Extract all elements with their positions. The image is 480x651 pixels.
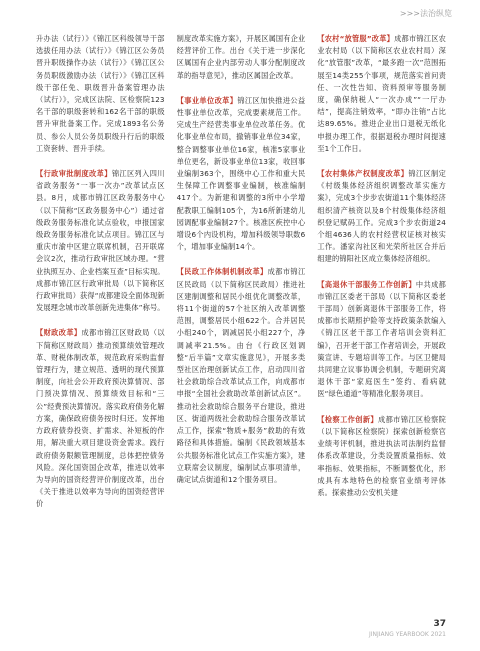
- section-tag: 【行政审批制度改革】: [36, 169, 112, 179]
- paragraph-text: 锦江区加快推进公益性事业单位改革，完成要素规范工作。完成生产经营类事业单位改革任务。优化事业单位布局，撤销事业单位34家，整合调整事业单位16家，核准5家事业单位更名，新设事业单位13家，收回事业编制363个，围绕中心工作和重大民生保障工作调整事业编制，核准编制417个。为新建和调整的3所中小学增配教职工编制105个，为16所新建幼儿园调配事业编制27个。核准区疾控中心增设6个内设机构，增加科级领导职数6个，增加事业编制14个。: [176, 95, 306, 252]
- paragraph: [177, 33, 306, 82]
- paragraph-text: 成都市锦江区财政局（以下简称区财政局）推动预算绩效管理改革、财税体制改革，规范政府采购监督管理行为，建立规范、透明的现代预算制度，向社会公开政府预决算情况、部门预决算情况、预算绩效目标和“三公”经费预决算情况。落实政府债务化解方案，确保政府债务按时归还。发挥地方政府债券投资、扩需求、补短板的作用，解决重大项目建设资金需求。践行政府债务限额管理制度，总体把控债务风险。深化国资国企改革，推进以效率为导向的国资经营评价制度改革，出台《关于推进以效率为导向的国资经营评价: [36, 328, 165, 509]
- paragraph: [177, 95, 306, 254]
- paragraph: [317, 168, 446, 266]
- section-tag: 【农村“放管服”改革】: [317, 34, 395, 43]
- article-columns: [36, 33, 446, 613]
- section-tag: 【事业单位改革】: [176, 95, 238, 105]
- column-2: [177, 33, 306, 613]
- paragraph: [36, 33, 165, 155]
- section-tag: 【高退休干部服务工作创新】: [317, 279, 416, 289]
- paragraph-text: 成都市锦江区检察院（以下简称区检察院）探索创新检察官业绩考评机制，推进执法司法制约监督体系改革建设，分类设置质量指标、效率指标、效果指标，不断调整优化，形成具有本地特色的检察官业绩考评体系。探索推动公安机关建: [317, 414, 446, 497]
- section-tag: 【农村集体产权制度改革】: [317, 169, 409, 179]
- section-tag: 【民政工作体制机制改革】: [176, 267, 268, 277]
- column-1: [36, 33, 165, 613]
- paragraph: [317, 33, 446, 155]
- section-tag: 【财政改革】: [36, 328, 82, 338]
- paragraph: [317, 279, 446, 401]
- page-number: 37: [433, 619, 446, 629]
- column-3: [317, 33, 446, 613]
- paragraph: [36, 168, 165, 314]
- paragraph: [177, 266, 306, 486]
- section-tag: 【检察工作创新】: [317, 414, 378, 424]
- publication-footer: JINJIANG YEARBOOK 2021: [368, 631, 446, 638]
- paragraph-text: 升办法（试行）》《锦江区科级领导干部选拔任用办法（试行）》《锦江区公务员晋升职级操作办法（试行）》《锦江区公务员职级激励办法（试行）》《锦江区科级干部任免、职级晋升备案管理办法（试行）》，完成区法院、区检察院123名干部的职级套转和162名干部的职级晋升审批备案工作。完成1893名公务员、参公人员公务员职级升行后的职级工资套转、晋升手续。: [36, 34, 165, 153]
- paragraph-text: 锦江区列入四川省政务服务“一事一次办”改革试点区县。8月，成都市锦江区政务服务中心（以下简称“区政务服务中心”）通过省级政务服务标准化试点验收，申报国家级政务服务标准化试点项目。锦江区与重庆市渝中区建立联席机制，召开联席会议2次，推动行政审批区域办理。“营业执照互办、企业档案互查”目标实现。成都市锦江区行政审批局（以下简称区行政审批局）获得“成都建设全面体现新发展理念城市改革创新先进集体”称号。: [36, 169, 165, 313]
- section-header: >>>法治纵览: [399, 9, 452, 18]
- paragraph-text: 制度改革实施方案》，开展区属国有企业经营评价工作。出台《关于进一步深化区属国有企业内部劳动人事分配制度改革的指导意见》，推动区属国企改革。: [176, 34, 306, 80]
- paragraph-text: 成都市锦江区民政局（以下简称区民政局）推进社区建制调整和居民小组优化调整改革，将11个街道的57个社区纳入改革调整范围，调整居民小组622个。合并居民小组240个，调减居民小组227个，净调减率21.5%。由台《行政区划调整“后半篇”文章实施意见》，开展多类型社区治理创新试点工作，启动四川省社会救助综合改革试点工作，向成都市申报“全国社会救助改革创新试点区”。推动社会救助综合服务平台建设，推进区、街道两级社会救助综合服务改革试点工作，探索“物质+服务”救助的有效路径和具体措施。编制《民政领域基本公共服务标准化试点工作实施方案》，建立联席会议制度，编制试点事项清单，确定试点街道和12个服务项目。: [176, 267, 306, 484]
- paragraph-text: 锦江区制定《村级集体经济组织调整改革实施方案》，完成3个步步农街道11个集体经济组织清产核资以及8个村级集体经济组织登记赋码工作。完成3个步农街道24个组4636人的农村经营权证核对核实工作。潘家沟社区和光荣所社区合并后组建的锦阳社区成立集体经济组织。: [317, 169, 446, 264]
- paragraph-text: 中共成都市锦江区委老干部局（以下简称区委老干部局）创新离退休干部服务工作，将成都市长期照护险等支持政策条款编入《锦江区老干部工作者培训会资料汇编》，召开老干部工作者培训会，开展政策宣讲、专题培训等工作。与区卫健局共同建立议事协调会机制，专题研究离退休干部“家庭医生”签约、看病就医“绿色通道”等精准化服务项目。: [317, 279, 446, 399]
- paragraph-text: 成都市锦江区农业农村局（以下简称区农业农村局）深化“放管服”改革，“最多跑一次”范围拓展至14类255个事项，规范落实首问责任、一次性告知、资料预审等服务制度，确保纳税人“一次办成”“一厅办结”，提高注销效率，“即办注销”占比达89.65%。推进企业出口退税无纸化申报办理工作，很据退税办理时间提速至1个工作日。: [317, 34, 446, 153]
- paragraph: [36, 327, 165, 510]
- paragraph: [317, 414, 446, 499]
